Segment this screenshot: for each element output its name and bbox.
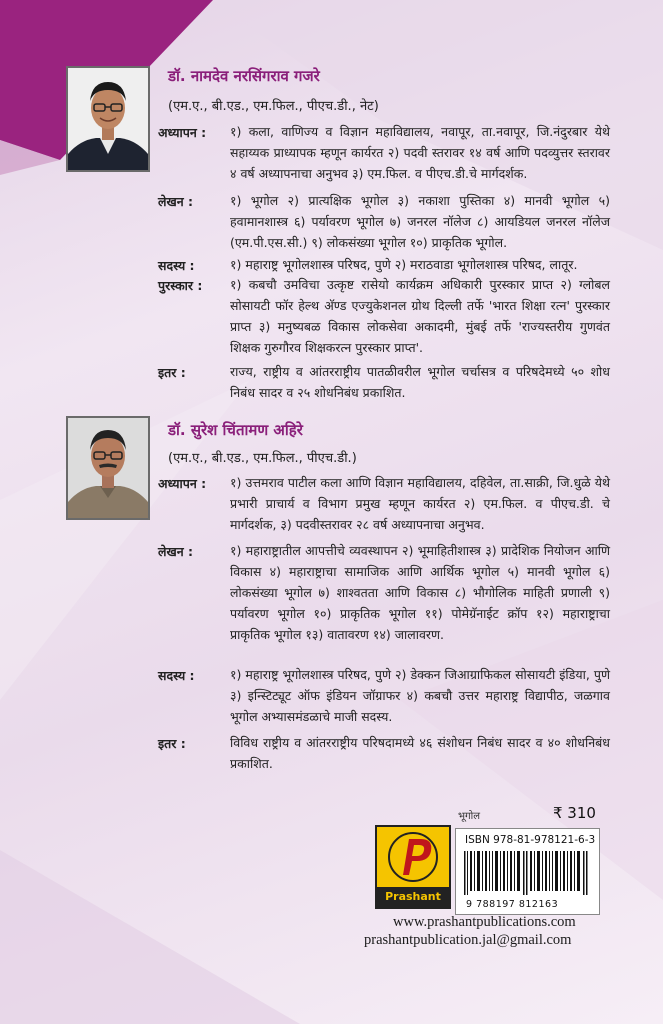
author2-field-label: सदस्य : <box>158 668 195 683</box>
author1-field-label: इतर : <box>158 365 186 380</box>
publisher-logo <box>375 825 451 909</box>
author1-field-label: सदस्य : <box>158 258 195 273</box>
author2-field-label: लेखन : <box>158 544 193 559</box>
author1-qualifications: (एम.ए., बी.एड., एम.फिल., पीएच.डी., नेट) <box>168 99 379 114</box>
book-subject: भूगोल <box>458 811 481 822</box>
author2-field-label: इतर : <box>158 736 186 751</box>
author1-other-text: राज्य, राष्ट्रीय व आंतरराष्ट्रीय पातळीवरील भूगोल चर्चासत्र व परिषदेमध्ये ५० शोध निबंध सादर व २५ शोधनिबंध प्रकाशित. <box>230 364 610 400</box>
author1-field-label: अध्यापन : <box>158 125 207 140</box>
author1-name: डॉ. नामदेव नरसिंगराव गजरे <box>168 67 320 85</box>
author1-membership-text: १) महाराष्ट्र भूगोलशास्त्र परिषद, पुणे २) मराठवाडा भूगोलशास्त्र परिषद, लातूर. <box>230 257 578 272</box>
barcode-icon <box>464 851 591 895</box>
publisher-logo-label: Prashant <box>377 887 449 907</box>
author2-name: डॉ. सुरेश चिंतामण अहिरे <box>168 421 303 439</box>
p-logo-icon <box>377 827 449 887</box>
author1-awards-text: १) कबचौ उमविचा उत्कृष्ट रासेयो कार्यक्रम अधिकारी पुरस्कार प्राप्त २) ग्लोबल सोसायटी फॉर हेल्थ अ‍ॅण्ड एज्युकेशनल ग्रोथ दिल्ली तर्फे 'भारत शिक्षा रत्न' पुरस्कार प्राप्त ३) मनुष्यबळ विकास लोकसेवा अकादमी, मुंबई तर्फे 'राज्यस्तरीय गुणवंत शिक्षक गुरुगौरव शिक्षकरत्न पुरस्कार प्राप्त'. <box>230 277 610 355</box>
isbn-text: ISBN 978-81-978121-6-3 <box>465 834 596 846</box>
author2-other-text: विविध राष्ट्रीय व आंतरराष्ट्रीय परिषदामध्ये ४६ संशोधन निबंध सादर व ४० शोधनिबंध प्रकाशित. <box>230 735 610 771</box>
author1-field-label: लेखन : <box>158 194 193 209</box>
isbn-box <box>455 828 600 915</box>
author1-teaching-text: १) कला, वाणिज्य व विज्ञान महाविद्यालय, नवापूर, ता.नवापूर, जि.नंदुरबार येथे सहाय्यक प्राध्यापक म्हणून कार्यरत २) पदवी स्तरावर १४ वर्ष आणि पदव्युत्तर स्तरावर ४ वर्ष अध्यापनाचा अनुभव ३) एम.फिल. व पीएच.डी.चे मार्गदर्शक. <box>230 124 610 181</box>
publisher-website[interactable]: www.prashantpublications.com <box>393 914 576 930</box>
author2-membership-text: १) महाराष्ट्र भूगोलशास्त्र परिषद, पुणे २) डेक्कन जिआग्राफिकल सोसायटी इंडिया, पुणे ३) इन्स्टिट्यूट ऑफ इंडियन जॉग्राफर ४) कबचौ उत्तर महाराष्ट्र विद्यापीठ, जळगाव भूगोल अभ्यासमंडळाचे माजी सदस्य. <box>230 667 610 724</box>
author1-field-label: पुरस्कार : <box>158 278 203 293</box>
author1-photo <box>66 66 150 172</box>
book-price: ₹ 310 <box>553 804 596 822</box>
author2-writing-text: १) महाराष्ट्रातील आपत्तीचे व्यवस्थापन २) भूमाहितीशास्त्र ३) प्रादेशिक नियोजन आणि विकास ४) महाराष्ट्राचा सामाजिक आणि आर्थिक भूगोल ५) मानवी भूगोल ६) लोकसंख्या भूगोल ७) शाश्वतता आणि विकास ८) भौगोलिक माहिती प्रणाली ९) पर्यावरण भूगोल १०) प्राकृतिक भूगोल ११) पोमेग्रॅनाईट क्रॉप १२) महाराष्ट्राचा प्राकृतिक भूगोल १३) वातावरण १४) जालावरण. <box>230 543 610 642</box>
publisher-email[interactable]: prashantpublication.jal@gmail.com <box>364 932 572 948</box>
author2-teaching-text: १) उत्तमराव पाटील कला आणि विज्ञान महाविद्यालय, दहिवेल, ता.साक्री, जि.धुळे येथे प्रभारी प्राचार्य व विभाग प्रमुख म्हणून कार्यरत २) एम.फिल. व पीएच.डी. चे मार्गदर्शक, ३) पदवीस्तरावर २८ वर्ष अध्यापनाचा अनुभव. <box>230 475 610 532</box>
barcode-number: 9 788197 812163 <box>466 899 559 910</box>
author2-qualifications: (एम.ए., बी.एड., एम.फिल., पीएच.डी.) <box>168 451 357 466</box>
author2-field-label: अध्यापन : <box>158 476 207 491</box>
author1-writing-text: १) भूगोल २) प्रात्यक्षिक भूगोल ३) नकाशा पुस्तिका ४) मानवी भूगोल ५) हवामानशास्त्र ६) पर्यावरण भूगोल ७) जनरल नॉलेज ८) आयडियल जनरल नॉलेज (एम.पी.एस.सी.) ९) लोकसंख्या भूगोल १०) प्राकृतिक भूगोल. <box>230 193 610 250</box>
author2-photo <box>66 416 150 520</box>
